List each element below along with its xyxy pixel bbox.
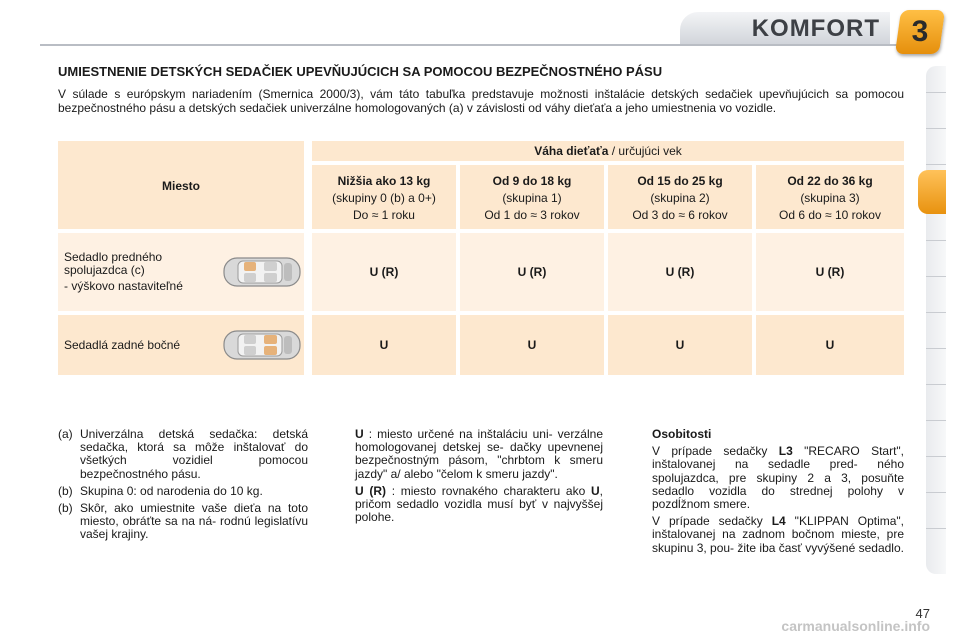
side-tab-divider [926, 348, 946, 349]
specifics [652, 428, 904, 559]
table-row-label [58, 315, 304, 375]
weight-group-header [608, 165, 752, 229]
legend-u [355, 428, 603, 481]
watermark: carmanualsonline.info [781, 618, 930, 634]
weight-group-age: Od 3 do ≈ 6 rokov [632, 208, 728, 222]
table-header-place-label: Miesto [161, 179, 200, 193]
footnote-text: Univerzálna detská sedačka: detská sedačka, ktorá sa môže inštalovať do všetkých vozidiel pomocou bezpečnostného pásu. [80, 427, 308, 481]
side-tab-divider [926, 492, 946, 493]
footnote-text: Skupina 0: od narodenia do 10 kg. [80, 483, 263, 498]
legend-u-text: : miesto určené na inštaláciu uni- verzálne homologovanej detskej se- dačky upevnenej bezpečnostným pásom, "chrbtom k smeru jazdy" a/ alebo "čelom k smeru jazdy". [355, 427, 603, 481]
row-label-line: Sedadlá zadné bočné [64, 338, 181, 352]
side-tab-divider [926, 240, 946, 241]
weight-group-title: Od 9 do 18 kg [492, 174, 572, 188]
chapter-title: KOMFORT [751, 15, 880, 42]
side-tab-divider [926, 384, 946, 385]
weight-group-header [312, 165, 456, 229]
weight-group-title: Od 22 do 36 kg [787, 174, 873, 188]
weight-group-class: (skupina 1) [502, 191, 562, 205]
table-header-weight [312, 141, 904, 161]
legend-ur [355, 485, 603, 525]
weight-group-title: Nižšia ako 13 kg [337, 174, 431, 188]
weight-header-rest: / určujúci vek [608, 144, 682, 158]
specifics-text: "KLIPPAN Optima", inštalovanej na zadnom bočnom mieste, pre skupinu 3, pou- žite iba časť vyvýšené sedadlo. [652, 514, 905, 555]
specifics-paragraph [652, 445, 904, 511]
side-tab-divider [926, 456, 946, 457]
table-cell-value: U [460, 315, 604, 375]
footnotes [58, 428, 308, 546]
page-number: 47 [915, 606, 930, 621]
specifics-text: "RECARO Start", inštalovanej na sedadle pred- ného spolujazdca, pre skupiny 2 a 3, posuňte sedadlo vozidla do strednej polohy v pozdĺžnom smere. [652, 444, 905, 512]
car-front-seat-icon [222, 254, 302, 290]
side-tab-strip [926, 66, 946, 574]
row-label-line: - výškovo nastaviteľné [64, 279, 183, 293]
table-cell-value: U (R) [460, 233, 604, 311]
specifics-text: V prípade sedačky [652, 444, 779, 459]
weight-group-title: Od 15 do 25 kg [637, 174, 723, 188]
footnote-key: (b) [58, 501, 73, 516]
weight-group-age: Od 6 do ≈ 10 rokov [779, 208, 881, 222]
footnote [58, 485, 308, 498]
table-cell-value: U (R) [756, 233, 904, 311]
legend-u-key: U [355, 427, 364, 441]
row-label-line: spolujazdca (c) [64, 263, 145, 277]
table-cell-value: U [312, 315, 456, 375]
weight-header-bold: Váha dieťaťa [534, 144, 609, 158]
legend-ur-text-end: , pričom sedadlo vozidla musí byť v najvyššej polohe. [355, 483, 603, 525]
footnote-key: (b) [58, 483, 73, 498]
side-tab-divider [926, 128, 946, 129]
table-cell-value: U (R) [608, 233, 752, 311]
chapter-badge [895, 10, 945, 54]
legend [355, 428, 603, 528]
legend-ur-key: U (R) [355, 483, 387, 498]
chapter-number: 3 [911, 15, 929, 48]
specifics-title: Osobitosti [652, 427, 712, 441]
specifics-seat-code: L4 [771, 514, 786, 529]
weight-group-age: Do ≈ 1 roku [353, 208, 415, 222]
weight-group-age: Od 1 do ≈ 3 rokov [484, 208, 580, 222]
weight-group-class: (skupina 2) [650, 191, 710, 205]
header-rule [40, 44, 908, 46]
intro-paragraph: V súlade s európskym nariadením (Smernica 2000/3), vám táto tabuľka predstavuje možnosti inštalácie detských sedačiek upevňujúcich sa pomocou bezpečnostného pásu a detských sedačiek univerzálne homologovaných (a) v závislosti od váhy dieťaťa a jeho umiestnenia vo vozidle. [58, 87, 904, 115]
legend-ur-bold: U [590, 483, 600, 498]
car-rear-seat-icon [222, 327, 302, 363]
table-cell-value: U [608, 315, 752, 375]
weight-group-class: (skupiny 0 (b) a 0+) [332, 191, 436, 205]
side-tab-divider [926, 276, 946, 277]
footnote-text: Skôr, ako umiestnite vaše dieťa na toto miesto, obráťte sa na ná- rodnú legislatívu vašej krajiny. [80, 501, 308, 542]
side-tab-divider [926, 528, 946, 529]
side-tab-divider [926, 92, 946, 93]
weight-group-header [756, 165, 904, 229]
footnote [58, 502, 308, 542]
row-label-line: Sedadlo predného [64, 250, 163, 264]
specifics-paragraph [652, 515, 904, 555]
side-tab-divider [926, 164, 946, 165]
table-cell-value: U [756, 315, 904, 375]
footnote [58, 428, 308, 481]
table-row-label [58, 233, 304, 311]
weight-group-header [460, 165, 604, 229]
weight-group-class: (skupina 3) [800, 191, 860, 205]
table-header-place [58, 141, 304, 229]
specifics-text: V prípade sedačky [652, 514, 772, 529]
side-tab-divider [926, 312, 946, 313]
side-tab-divider [926, 420, 946, 421]
side-tab-active-chapter[interactable] [918, 170, 946, 214]
section-title: UMIESTNENIE DETSKÝCH SEDAČIEK UPEVŇUJÚCICH SA POMOCOU BEZPEČNOSTNÉHO PÁSU [58, 64, 663, 79]
specifics-seat-code: L3 [778, 444, 793, 459]
table-cell-value: U (R) [312, 233, 456, 311]
legend-ur-text: : miesto rovnakého charakteru ako [386, 483, 591, 498]
footnote-key: (a) [58, 427, 73, 441]
